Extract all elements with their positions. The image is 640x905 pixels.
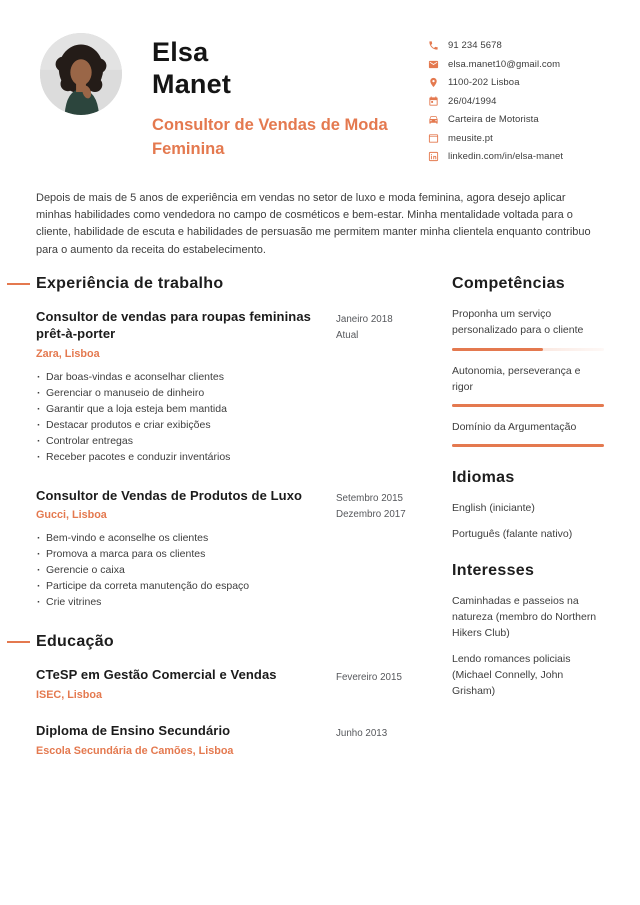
job-bullet: · Bem-vindo e aconselhe os clientes bbox=[36, 531, 328, 547]
job-bullet-list bbox=[36, 531, 328, 611]
languages-heading: Idiomas bbox=[452, 469, 515, 487]
job-bullet: · Garantir que a loja esteja bem mantida bbox=[36, 402, 328, 418]
job-details bbox=[36, 309, 328, 466]
job-bullet: · Participe da correta manutenção do espaço bbox=[36, 579, 328, 595]
skill-bar-track bbox=[452, 404, 604, 407]
linkedin-icon bbox=[428, 151, 439, 162]
job-bullet: · Destacar produtos e criar exibições bbox=[36, 418, 328, 434]
job-bullet: · Controlar entregas bbox=[36, 434, 328, 450]
education-title: CTeSP em Gestão Comercial e Vendas bbox=[36, 667, 277, 683]
languages-section bbox=[452, 469, 604, 542]
content-columns bbox=[0, 275, 640, 779]
language-item: English (iniciante) bbox=[452, 502, 535, 515]
name-last: Manet bbox=[152, 68, 232, 99]
language-item: Português (falante nativo) bbox=[452, 527, 573, 540]
skill-bar-fill bbox=[452, 444, 604, 447]
summary-paragraph: Depois de mais de 5 anos de experiência em vendas no setor de luxo e moda feminina, agora desejo aplicar minhas habilidades como vendedora no campo de cosméticos e bem-estar. Minha mentalidade voltada para o cliente, habilidade de escuta e habilidades de persuasão me permitem manter minha clientela enquanto contribuo para o aumento da receita do estabelecimento. bbox=[36, 191, 591, 256]
interest-item: Caminhadas e passeios na natureza (membro do Northern Hikers Club) bbox=[452, 594, 597, 640]
education-title: Diploma de Ensino Secundário bbox=[36, 723, 231, 739]
education-date: Junho 2013 bbox=[336, 728, 388, 740]
job-entry bbox=[36, 309, 430, 466]
contact-phone bbox=[428, 40, 604, 51]
location-icon bbox=[428, 77, 439, 88]
contact-license bbox=[428, 114, 604, 125]
education-dates bbox=[336, 723, 430, 757]
contact-list bbox=[428, 33, 604, 170]
experience-section bbox=[36, 275, 430, 611]
car-icon bbox=[428, 114, 439, 125]
job-date-start: Setembro 2015 bbox=[336, 492, 403, 504]
aside-column bbox=[452, 275, 604, 779]
job-bullet: · Gerencie o caixa bbox=[36, 563, 328, 579]
calendar-icon bbox=[428, 96, 439, 107]
job-company: Zara, Lisboa bbox=[36, 347, 100, 360]
skill-item bbox=[452, 419, 604, 447]
education-date: Fevereiro 2015 bbox=[336, 672, 402, 684]
skill-bar-fill bbox=[452, 348, 543, 351]
skill-item bbox=[452, 306, 604, 351]
main-column bbox=[36, 275, 430, 779]
job-entry bbox=[36, 488, 430, 612]
contact-phone-value[interactable]: 91 234 5678 bbox=[448, 40, 502, 51]
experience-heading: Experiência de trabalho bbox=[36, 275, 430, 293]
job-bullet: · Gerenciar o manuseio de dinheiro bbox=[36, 386, 328, 402]
education-dates bbox=[336, 667, 430, 701]
phone-icon bbox=[428, 40, 439, 51]
education-section bbox=[36, 633, 430, 757]
profile-photo-illustration bbox=[40, 33, 122, 115]
interest-item: Lendo romances policiais (Michael Connelly, John Grisham) bbox=[452, 652, 571, 698]
job-bullet: · Promova a marca para os clientes bbox=[36, 547, 328, 563]
header bbox=[0, 0, 640, 170]
education-school: Escola Secundária de Camões, Lisboa bbox=[36, 744, 234, 757]
job-dates bbox=[336, 309, 430, 466]
job-bullet: · Dar boas-vindas e aconselhar clientes bbox=[36, 370, 328, 386]
job-company: Gucci, Lisboa bbox=[36, 509, 107, 522]
skill-bar-track bbox=[452, 444, 604, 447]
name-first: Elsa bbox=[152, 37, 209, 67]
job-details bbox=[36, 488, 328, 612]
website-icon bbox=[428, 133, 439, 144]
skill-label: Domínio da Argumentação bbox=[452, 421, 577, 434]
skill-bar-track bbox=[452, 348, 604, 351]
contact-birthdate bbox=[428, 96, 604, 107]
education-details bbox=[36, 723, 328, 757]
job-date-start: Janeiro 2018 bbox=[336, 314, 393, 325]
skill-label: Proponha um serviço personalizado para o cliente bbox=[452, 308, 584, 337]
skill-bar-fill bbox=[452, 404, 604, 407]
email-icon bbox=[428, 59, 439, 70]
contact-website bbox=[428, 133, 604, 144]
contact-linkedin bbox=[428, 151, 604, 162]
interests-section bbox=[452, 562, 604, 700]
interests-heading: Interesses bbox=[452, 561, 535, 579]
contact-address-value: 1100-202 Lisboa bbox=[448, 77, 520, 88]
contact-linkedin-value[interactable]: linkedin.com/in/elsa-manet bbox=[448, 151, 564, 162]
education-entry bbox=[36, 723, 430, 757]
skills-heading: Competências bbox=[452, 275, 565, 292]
section-heading-dash-icon bbox=[7, 283, 30, 285]
education-school: ISEC, Lisboa bbox=[36, 689, 102, 702]
identity-block bbox=[152, 33, 428, 170]
job-bullet-list bbox=[36, 370, 328, 466]
job-dates bbox=[336, 488, 430, 612]
profile-photo bbox=[40, 33, 122, 115]
skill-label: Autonomia, perseverança e rigor bbox=[452, 364, 581, 393]
job-headline: Consultor de Vendas de Moda Feminina bbox=[152, 115, 388, 158]
education-entry bbox=[36, 667, 430, 701]
contact-email-value[interactable]: elsa.manet10@gmail.com bbox=[448, 58, 561, 70]
job-date-end: Atual bbox=[336, 330, 359, 342]
contact-license-value: Carteira de Motorista bbox=[448, 114, 539, 125]
job-date-end: Dezembro 2017 bbox=[336, 508, 406, 520]
contact-address bbox=[428, 77, 604, 88]
education-heading: Educação bbox=[36, 633, 430, 651]
job-bullet: · Crie vitrines bbox=[36, 595, 328, 611]
skill-item bbox=[452, 363, 604, 408]
contact-email bbox=[428, 59, 604, 70]
job-title: Consultor de vendas para roupas femininas prêt-à-porter bbox=[36, 309, 311, 341]
job-title: Consultor de Vendas de Produtos de Luxo bbox=[36, 487, 303, 503]
job-bullet: · Receber pacotes e conduzir inventários bbox=[36, 450, 328, 466]
skills-section bbox=[452, 275, 604, 447]
section-heading-dash-icon bbox=[7, 641, 30, 643]
contact-birthdate-value: 26/04/1994 bbox=[448, 95, 497, 107]
education-details bbox=[36, 667, 328, 701]
contact-website-value[interactable]: meusite.pt bbox=[448, 132, 493, 144]
